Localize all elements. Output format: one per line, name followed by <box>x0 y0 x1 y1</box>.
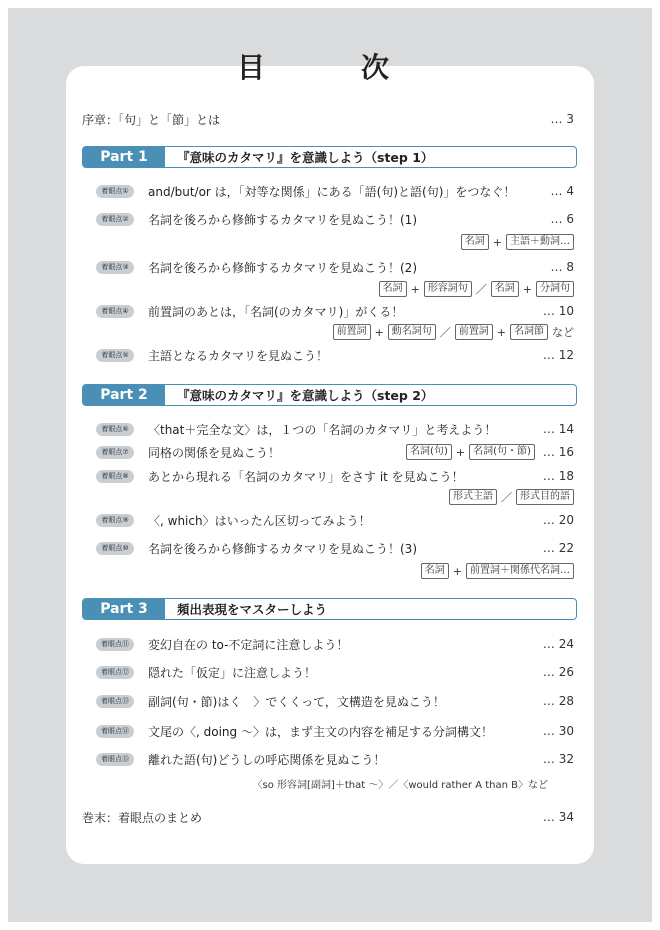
toc-entry[interactable] <box>96 509 574 531</box>
page-number: … 4 <box>550 184 574 198</box>
entry-label: 離れた語(句)どうしの呼応関係を見ぬこう！ <box>148 752 386 767</box>
entry-label: 序章：「句」と「節」とは <box>82 112 221 127</box>
toc-entry[interactable] <box>96 300 574 322</box>
pattern-operator: ／ <box>475 283 487 296</box>
entry-label: 巻末：着眼点のまとめ <box>82 810 203 825</box>
toc-entry[interactable] <box>96 465 574 487</box>
grammar-pattern <box>449 488 574 506</box>
grammar-pattern <box>461 233 574 251</box>
entry-label: 主語となるカタマリを見ぬこう！ <box>148 348 329 363</box>
page-number: … 26 <box>542 665 574 679</box>
entry-label: 名詞を後ろから修飾するカタマリを見ぬこう！(2) <box>148 260 417 275</box>
pattern-operator: + <box>452 564 462 578</box>
pattern-operator: など <box>552 326 574 339</box>
entry-label: 名詞を後ろから修飾するカタマリを見ぬこう！(3) <box>148 541 417 556</box>
point-badge: 着眼点② <box>96 213 134 226</box>
grammar-pattern <box>333 323 574 341</box>
point-badge: 着眼点⑪ <box>96 638 134 651</box>
page-number: … 24 <box>542 637 574 651</box>
pattern-box: 動名詞句 <box>388 324 436 340</box>
toc-entry[interactable] <box>96 344 574 366</box>
part-header <box>82 146 577 168</box>
part-header <box>82 598 577 620</box>
page-number: … 18 <box>542 469 574 483</box>
grammar-pattern <box>406 443 535 461</box>
pattern-box: 名詞 <box>421 563 449 579</box>
part-title: 『意味のカタマリ』を意識しよう（step 1） <box>177 150 434 165</box>
entry-label: 変幻自在の to-不定詞に注意しよう！ <box>148 637 349 652</box>
entry-label: 前置詞のあとは，「名詞(のカタマリ)」がくる！ <box>148 304 404 319</box>
page-number: … 30 <box>542 724 574 738</box>
entry-label: 名詞を後ろから修飾するカタマリを見ぬこう！(1) <box>148 212 417 227</box>
part-number: Part 1 <box>83 147 165 167</box>
entry-label: 同格の関係を見ぬこう！ <box>148 445 281 460</box>
point-badge: 着眼点⑫ <box>96 666 134 679</box>
part-title: 『意味のカタマリ』を意識しよう（step 2） <box>177 388 434 403</box>
pattern-operator: ／ <box>501 491 512 504</box>
part-number: Part 3 <box>83 599 165 619</box>
page-number: … 34 <box>542 810 574 824</box>
page-number: … 20 <box>542 513 574 527</box>
toc-entry[interactable] <box>96 633 574 655</box>
point-badge: 着眼点④ <box>96 305 134 318</box>
toc-entry[interactable] <box>96 748 574 770</box>
page-number: … 14 <box>542 422 574 436</box>
pattern-operator: + <box>496 325 506 339</box>
pattern-box: 名詞 <box>379 281 407 297</box>
pattern-box: 名詞 <box>461 234 489 250</box>
entry-label: and/but/or は，「対等な関係」にある「語(句)と語(句)」をつなぐ！ <box>148 184 516 199</box>
toc-section-entry[interactable] <box>82 806 574 828</box>
entry-label: 〈, which〉はいったん区切ってみよう！ <box>148 513 371 528</box>
pattern-operator: + <box>522 282 532 296</box>
pattern-operator: + <box>492 235 502 249</box>
pattern-box: 前置詞＋関係代名詞… <box>466 563 574 579</box>
page-number: … 32 <box>542 752 574 766</box>
pattern-box: 形容詞句 <box>424 281 472 297</box>
entry-label: 副詞(句・節)はく 〉でくくって，文構造を見ぬこう！ <box>148 694 445 709</box>
page-number: … 28 <box>542 694 574 708</box>
entry-label: 〈that＋完全な文〉は，１つの「名詞のカタマリ」と考えよう！ <box>148 422 497 437</box>
pattern-box: 前置詞 <box>455 324 493 340</box>
toc-entry[interactable] <box>96 690 574 712</box>
grammar-pattern <box>379 280 574 298</box>
pattern-box: 形式主語 <box>449 489 497 505</box>
part-number: Part 2 <box>83 385 165 405</box>
page-title: 目 次 <box>236 51 423 84</box>
toc-entry[interactable] <box>96 720 574 742</box>
pattern-operator: + <box>410 282 420 296</box>
pattern-box: 分詞句 <box>536 281 574 297</box>
entry-label: 隠れた「仮定」に注意しよう！ <box>148 665 317 680</box>
pattern-box: 名詞節 <box>510 324 548 340</box>
page-number: … 6 <box>550 212 574 226</box>
page-number: … 8 <box>550 260 574 274</box>
point-badge: 着眼点⑬ <box>96 695 134 708</box>
part-header <box>82 384 577 406</box>
toc-entry[interactable] <box>96 441 574 463</box>
point-badge: 着眼点⑩ <box>96 542 134 555</box>
pattern-box: 名詞(句・節) <box>469 444 535 460</box>
entry-label: あとから現れる「名詞のカタマリ」をさす it を見ぬこう！ <box>148 469 464 484</box>
pattern-box: 主語＋動詞… <box>506 234 574 250</box>
point-badge: 着眼点⑥ <box>96 423 134 436</box>
page-number: … 10 <box>542 304 574 318</box>
toc-entry[interactable] <box>96 208 574 230</box>
page-number: … 16 <box>542 445 574 459</box>
point-badge: 着眼点① <box>96 185 134 198</box>
pattern-operator: + <box>374 325 384 339</box>
point-badge: 着眼点⑤ <box>96 349 134 362</box>
toc-section-entry[interactable] <box>82 108 574 130</box>
toc-entry[interactable] <box>96 661 574 683</box>
point-badge: 着眼点⑭ <box>96 725 134 738</box>
pattern-note: 〈so 形容詞[副詞]＋that 〜〉／〈would rather A than B〉など <box>252 780 548 791</box>
point-badge: 着眼点⑧ <box>96 470 134 483</box>
pattern-box: 形式目的語 <box>516 489 574 505</box>
point-badge: 着眼点⑮ <box>96 753 134 766</box>
page-number: … 3 <box>550 112 574 126</box>
page-number: … 22 <box>542 541 574 555</box>
toc-entry[interactable] <box>96 180 574 202</box>
point-badge: 着眼点③ <box>96 261 134 274</box>
pattern-operator: + <box>455 445 466 459</box>
toc-entry[interactable] <box>96 256 574 278</box>
grammar-pattern <box>421 562 574 580</box>
point-badge: 着眼点⑦ <box>96 446 134 459</box>
pattern-box: 名詞(句) <box>406 444 452 460</box>
point-badge: 着眼点⑨ <box>96 514 134 527</box>
pattern-box: 名詞 <box>491 281 519 297</box>
part-title: 頻出表現をマスターしよう <box>177 602 328 617</box>
pattern-box: 前置詞 <box>333 324 371 340</box>
pattern-operator: ／ <box>439 326 451 339</box>
toc-entry[interactable] <box>96 418 574 440</box>
page-number: … 12 <box>542 348 574 362</box>
toc-entry[interactable] <box>96 537 574 559</box>
entry-label: 文尾の〈, doing 〜〉は，まず主文の内容を補足する分詞構文！ <box>148 724 493 739</box>
